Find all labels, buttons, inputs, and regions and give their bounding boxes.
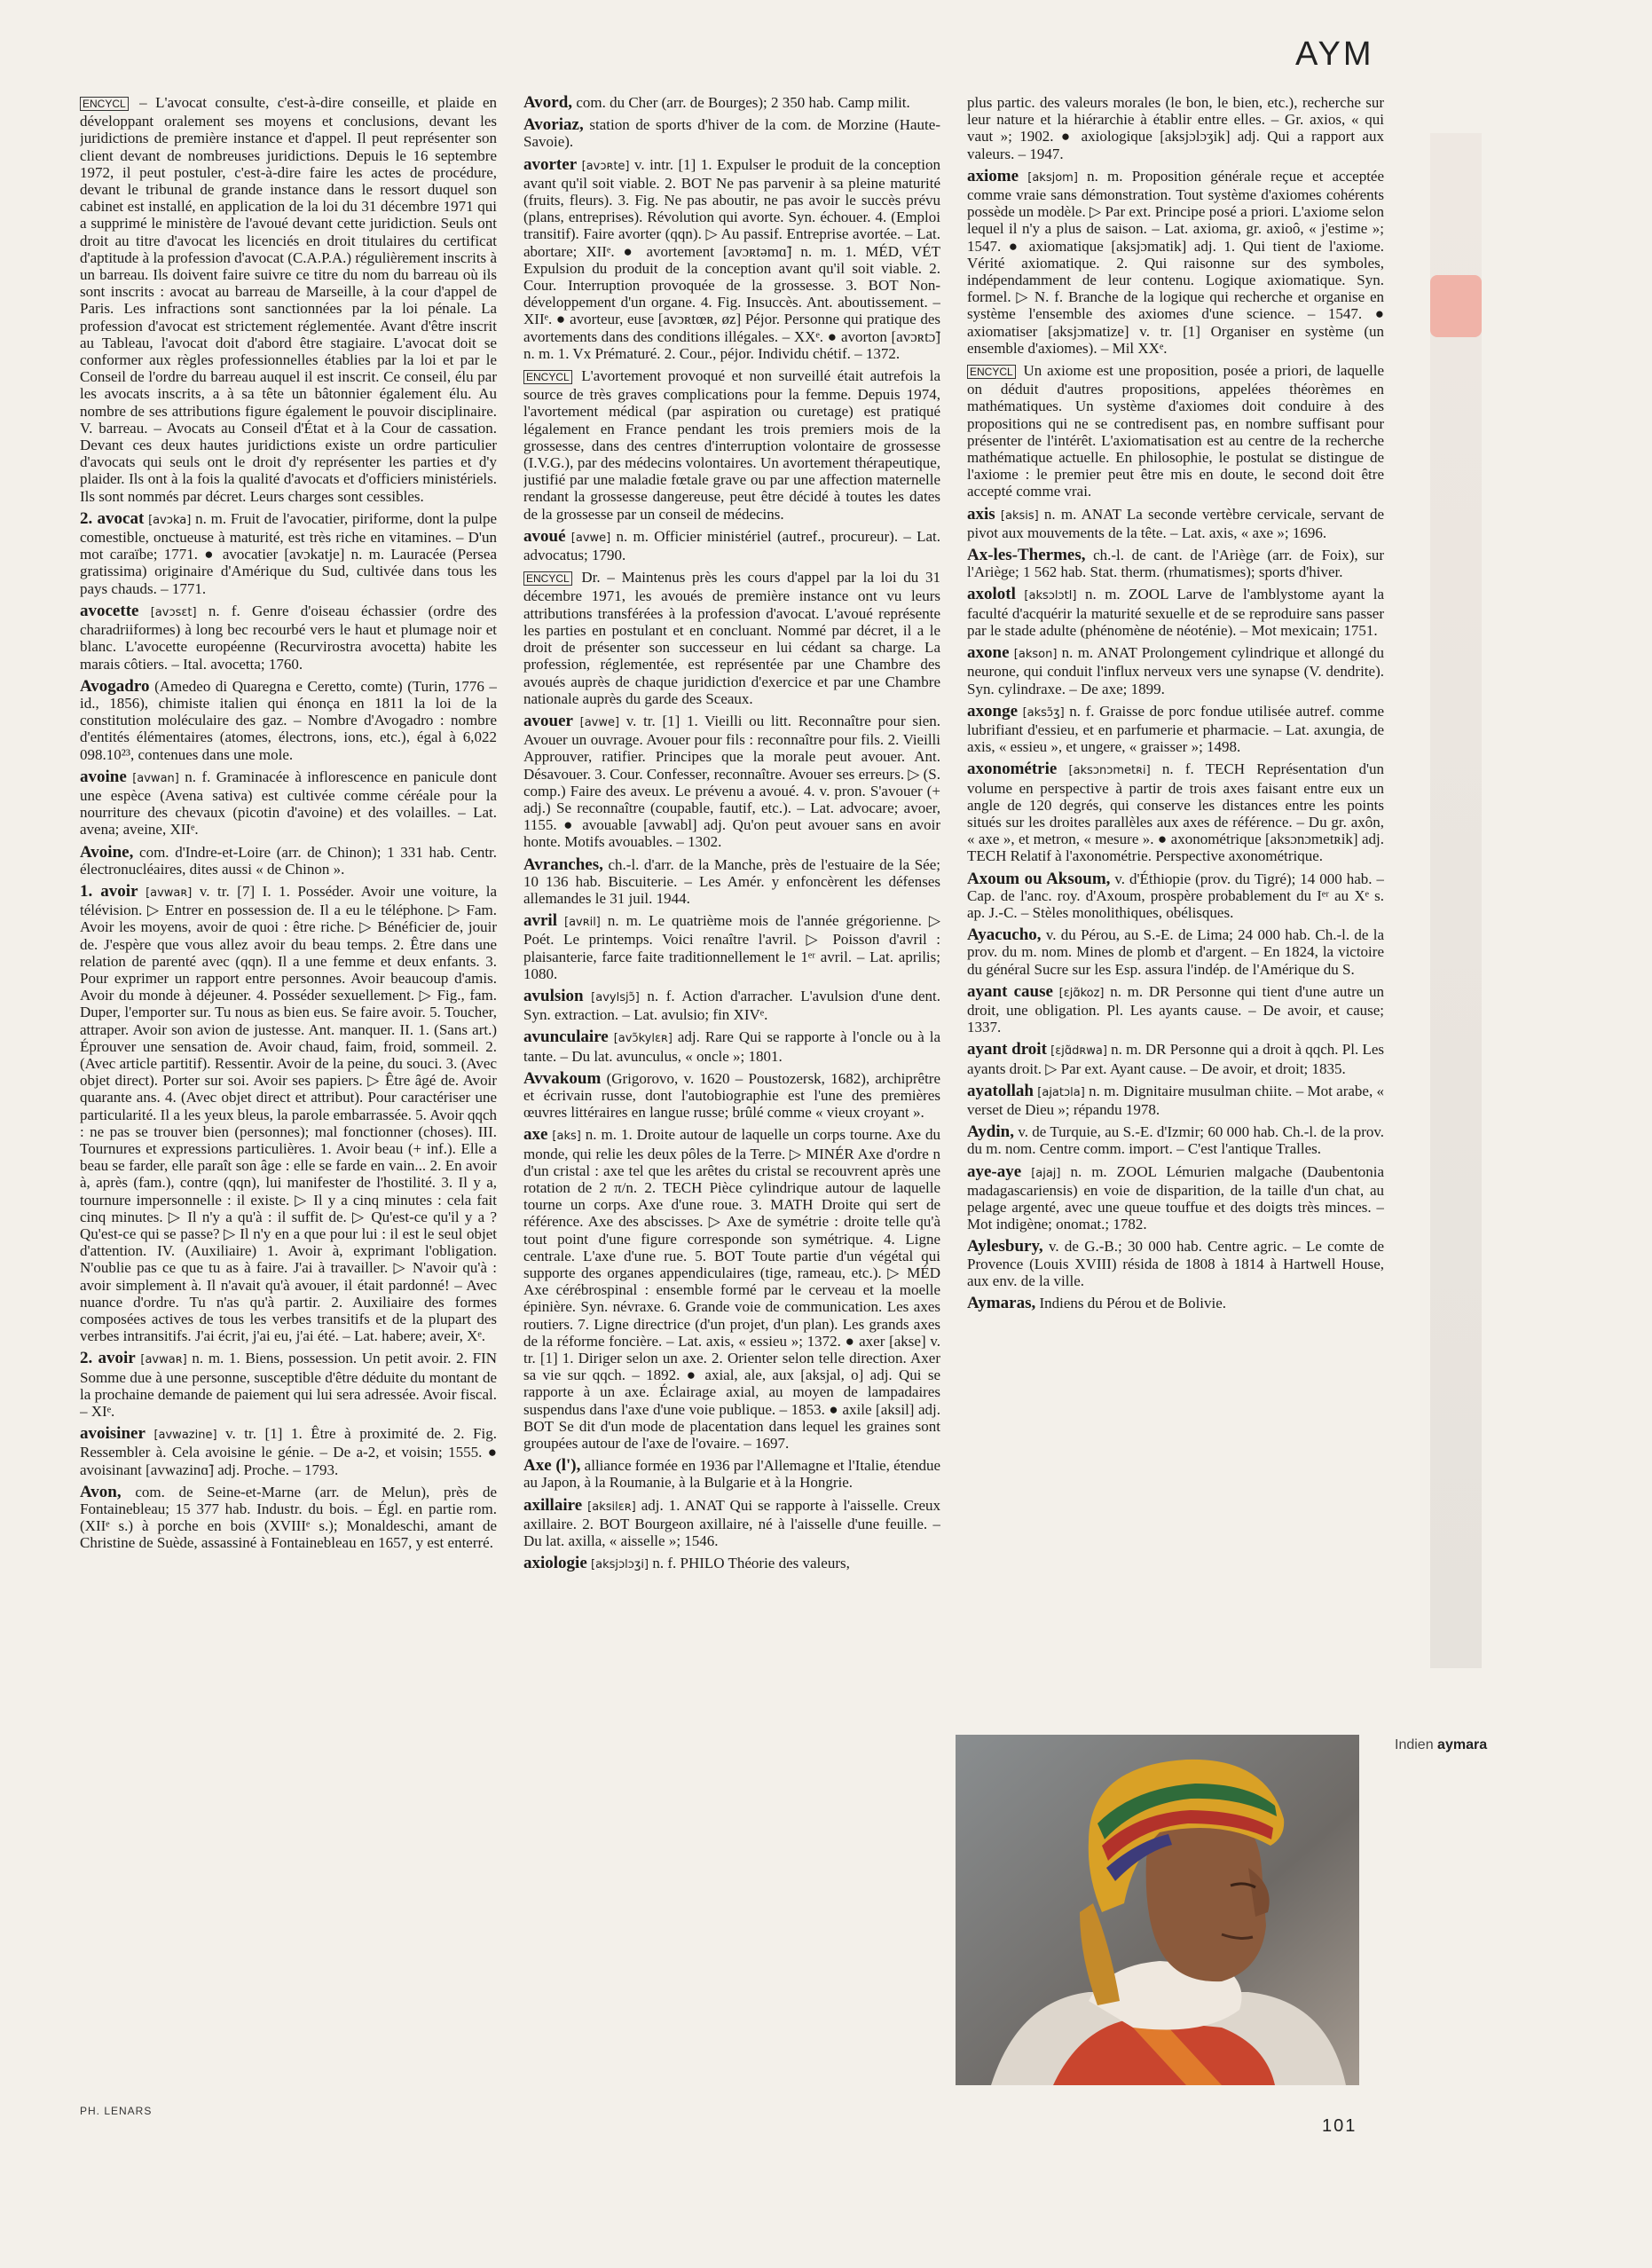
dictionary-entry	[523, 713, 940, 851]
definition-text: v. de G.-B.; 30 000 hab. Centre agric. – Le comte de Provence (Louis XVIII) résida de 1808 à 1814 à Hartwell House, aux env. de la ville.	[967, 1238, 1384, 1289]
definition-text: com. d'Indre-et-Loire (arr. de Chinon); 1 331 hab. Centr. électronucléaires, dites aussi « de Chinon ».	[80, 843, 497, 878]
pronunciation: [avwaʀ]	[140, 1353, 187, 1367]
dictionary-entry	[967, 586, 1384, 639]
headword: ayatollah	[967, 1081, 1034, 1100]
headword: axillaire	[523, 1495, 583, 1515]
dictionary-entry	[523, 1457, 940, 1491]
dictionary-entry	[80, 602, 497, 673]
pronunciation: [avwaʀ]	[146, 886, 193, 900]
pronunciation: [aksis]	[1000, 508, 1039, 523]
definition-text: n. m. Dignitaire musulman chiite. – Mot arabe, « verset de Dieu »; répandu 1978.	[967, 1082, 1384, 1118]
definition-text: n. m. Le quatrième mois de l'année grégorienne. ▷ Poét. Le printemps. Voici renaître l'avril. ▷ Poisson d'avril : plaisanterie, farce faite traditionnellement le 1ᵉʳ avril. – Lat. aprilis; 1080.	[523, 912, 940, 982]
definition-text: n. f. Genre d'oiseau échassier (ordre des charadriiformes) à long bec recourbé vers le haut et plumage noir et blanc. L'avocette européenne (Recurvirostra avocetta) habite les marais côtiers. – Ital. avocetta; 1760.	[80, 602, 497, 673]
dictionary-entry	[80, 1425, 497, 1478]
dictionary-entry	[967, 644, 1384, 697]
headword: 1. avoir	[80, 881, 138, 901]
headword: axe	[523, 1125, 548, 1145]
headword: avoisiner	[80, 1424, 146, 1444]
definition-text: com. du Cher (arr. de Bourges); 2 350 hab. Camp milit.	[576, 94, 910, 111]
definition-text: n. m. ZOOL Larve de l'amblystome ayant la faculté d'acquérir la maturité sexuelle et de se reproduire sans passer par le stade adulte (phénomène de néoténie). – Mot mexicain; 1751.	[967, 586, 1384, 639]
headword: avouer	[523, 711, 573, 730]
pronunciation: [aksɔlɔtl]	[1024, 589, 1077, 603]
running-head: AYM	[1295, 35, 1374, 73]
definition-text: adj. Rare Qui se rapporte à l'oncle ou à la tante. – Du lat. avunculus, « oncle »; 1801.	[523, 1028, 940, 1065]
definition-text: adj. 1. ANAT Qui se rapporte à l'aisselle. Creux axillaire. 2. BOT Bourgeon axillaire, né à l'aisselle d'une feuille. – Du lat. axilla, « aisselle »; 1546.	[523, 1496, 940, 1550]
definition-text: Indiens du Pérou et de Bolivie.	[1039, 1295, 1227, 1311]
encyclopedic-tag: ENCYCL	[523, 370, 572, 384]
pronunciation: [aksilɛʀ]	[587, 1500, 636, 1514]
headword: 2. avocat	[80, 508, 145, 528]
headword: axolotl	[967, 585, 1016, 604]
dictionary-column-3	[967, 94, 1384, 1727]
headword: Avon,	[80, 1482, 122, 1501]
definition-text: com. de Seine-et-Marne (arr. de Melun), près de Fontainebleau; 15 377 hab. Industr. du bois. – Égl. en partie rom. (XIIᵉ s.) à porche en bois (XVIIIᵉ s.); Monaldeschi, amant de Christine de Suède, assassiné à Fontainebleau en 1657, y est enterré.	[80, 1483, 497, 1552]
headword: Avoine,	[80, 842, 134, 862]
caption-prefix: Indien	[1395, 1737, 1434, 1752]
dictionary-entry	[80, 883, 497, 1344]
definition-text: n. f. Action d'arracher. L'avulsion d'une dent. Syn. extraction. – Lat. avulsio; fin XIVᵉ.	[523, 987, 940, 1024]
dictionary-entry	[523, 367, 940, 523]
headword: Aylesbury,	[967, 1237, 1043, 1256]
definition-text: n. m. ANAT La seconde vertèbre cervicale, servant de pivot aux mouvements de la tête. – Lat. axis, « axe »; 1696.	[967, 505, 1384, 541]
definition-text: n. m. Officier ministériel (autref., procureur). – Lat. advocatus; 1790.	[523, 527, 940, 564]
dictionary-entry	[967, 1295, 1384, 1311]
pronunciation: [ajatɔla]	[1037, 1085, 1085, 1099]
definition-text: n. m. Proposition générale reçue et acceptée comme vraie sans démonstration. Tout système d'axiomes cohérents possède un modèle. ▷ Par ext. Principe posé a priori. L'axiome selon lequel il n'y a plus de saison. – Lat. axioma, gr. axioô, « j'estime »; 1547. ● axiomatique [aksjɔmatik] adj. 1. Qui tient de l'axiome. Vérité axiomatique. 2. Qui raisonne sur des symboles, indépendamment de leur contenu. Logique axiomatique. Syn. formel. ▷ N. f. Branche de la logique qui recherche et organise en système l'ensemble des axiomes d'une science. – 1547. ● axiomatiser [aksjɔmatize] v. tr. [1] Organiser en système (un ensemble d'axiomes). – Mil XXᵉ.	[967, 167, 1384, 357]
dictionary-entry	[523, 988, 940, 1023]
headword: Avvakoum	[523, 1068, 602, 1088]
pronunciation: [ajaj]	[1031, 1166, 1061, 1180]
headword: Ax-les-Thermes,	[967, 546, 1086, 565]
definition-text: v. tr. [1] 1. Vieilli ou litt. Reconnaître pour sien. Avouer un ouvrage. Avouer pour fils : reconnaître pour fils. 2. Vieilli Approuver, ratifier. Principes que la morale peut avouer. Ant. Désavouer. 3. Cour. Confesser, reconnaître. Avouer ses erreurs. ▷ (S. comp.) Faire des aveux. Le prévenu a avoué. 4. v. pron. S'avouer (+ adj.) Se reconnaître (coupable, fautif, etc.). – Lat. advocare; avoer, 1155. ● avouable [avwabl] adj. Qu'on peut avouer sans en avoir honte. Motifs avouables. – 1302.	[523, 712, 940, 851]
headword: avoué	[523, 526, 566, 546]
definition-text: (Grigorovo, v. 1620 – Poustozersk, 1682), archiprêtre et écrivain russe, dont l'autobiographie est l'une des premières œuvres littéraires en langue russe; brûlé comme « vieux croyant ».	[523, 1069, 940, 1122]
dictionary-entry	[967, 983, 1384, 1036]
headword: Axoum ou Aksoum,	[967, 869, 1111, 888]
pronunciation: [avwe]	[579, 715, 620, 729]
pronunciation: [aks]	[552, 1130, 581, 1144]
definition-text: n. m. DR Personne qui a droit à qqch. Pl. Les ayants droit. ▷ Par ext. Ayant cause. – De avoir, et droit; 1835.	[967, 1041, 1384, 1077]
dictionary-entry	[967, 703, 1384, 756]
headword: axiome	[967, 166, 1019, 185]
dictionary-column-1	[80, 94, 497, 2091]
definition-text: n. f. Graminacée à inflorescence en panicule dont une espèce (Avena sativa) est cultivée comme céréale pour la nourriture des chevaux (picotin d'avoine) et des volailles. – Lat. avena; aveine, XIIᵉ.	[80, 768, 497, 839]
pronunciation: [ɛjɑ̃dʀwa]	[1050, 1044, 1107, 1059]
pronunciation: [akson]	[1013, 648, 1058, 662]
headword: axiologie	[523, 1554, 587, 1573]
headword: 2. avoir	[80, 1349, 136, 1368]
headword: Avoriaz,	[523, 115, 584, 135]
headword: axis	[967, 504, 995, 524]
dictionary-entry	[523, 1070, 940, 1122]
dictionary-entry	[967, 926, 1384, 978]
dictionary-entry	[967, 94, 1384, 162]
definition-text: n. m. Fruit de l'avocatier, piriforme, dont la pulpe comestible, onctueuse à maturité, est très riche en vitamines. – D'un mot caraïbe; 1771. ● avocatier [avɔkatje] n. m. Lauracée (Persea gratissima) originaire d'Amérique du Sud, cultivée dans tous les pays chauds. – 1771.	[80, 509, 497, 597]
definition-text: L'avortement provoqué et non surveillé était autrefois la source de très graves complications pour la femme. Depuis 1974, l'avortement médical (par aspiration ou curetage) est pratiqué légalement en France pendant les trois premiers mois de la grossesse, dans des centres d'interruption volontaire de grossesse (I.V.G.), par des médecins volontaires. Un avortement thérapeutique, justifié par une maladie fœtale grave ou par une affection maternelle rendant la grossesse dangereuse, peut être décidé à toutes les dates de la grossesse par un conseil de médecins.	[523, 367, 940, 523]
pronunciation: [aksjɔlɔʒi]	[591, 1558, 649, 1572]
aymara-portrait-photo	[956, 1735, 1359, 2085]
dictionary-entry	[80, 844, 497, 878]
portrait-illustration	[956, 1735, 1359, 2085]
definition-text: v. du Pérou, au S.-E. de Lima; 24 000 hab. Ch.-l. de la prov. du m. nom. Mines de plomb et d'argent. – En 1824, la victoire du général Sucre sur les Esp. assura l'indép. de l'Amérique du S.	[967, 926, 1384, 978]
headword: avorter	[523, 154, 578, 174]
dictionary-entry	[967, 1238, 1384, 1289]
photo-credit: PH. LENARS	[80, 2105, 153, 2117]
pronunciation: [avɔka]	[148, 513, 192, 527]
headword: axonométrie	[967, 760, 1058, 779]
dictionary-entry	[523, 528, 940, 563]
dictionary-entry	[523, 1126, 940, 1452]
definition-text: n. m. ZOOL Lémurien malgache (Daubentonia madagascariensis) en voie de disparition, de la taille d'un chat, au pelage argenté, avec une queue touffue et des doigts très minces. – Mot indigène; onomat.; 1782.	[967, 1162, 1384, 1233]
definition-text: ch.-l. d'arr. de la Manche, près de l'estuaire de la Sée; 10 136 hab. Biscuiterie. – Les Amér. y enfoncèrent les défenses allemandes le 31 juil. 1944.	[523, 855, 940, 907]
definition-text: n. m. 1. Droite autour de laquelle un corps tourne. Axe du monde, qui relie les deux pôles de la Terre. ▷ MINÉR Axe d'ordre n d'un cristal : axe tel que les arêtes du cristal se recouvrent après une rotation de 2 π/n. 2. TECH Pièce cylindrique autour de laquelle tourne un corps. Axe d'une roue. 3. MATH Droite qui sert de référence. Axe des abscisses. ▷ Axe de symétrie : droite telle qu'à tout point d'une figure corresponde son symétrique. 4. Ligne centrale. L'axe d'une rue. 5. BOT Toute partie d'un végétal qui supporte des organes appendiculaires (tige, rameau, etc.). ▷ MÉD Axe cérébrospinal : ensemble formé par le cerveau et la moelle épinière. Syn. névraxe. 6. Grande voie de communication. Les axes routiers. 7. Ligne directrice (d'un projet, d'un plan). Les grands axes de la réforme foncière. – Lat. axis, « essieu »; 1372. ● axer [akse] v. tr. [1] 1. Diriger selon un axe. 2. Orienter selon telle direction. Axer sa vie sur qqch. – 1892. ● axial, ale, aux [aksjal, o] adj. Qui se rapporte à un axe. Éclairage axial, au moyen de lampadaires suspendus dans l'axe d'une voie publique. – 1853. ● axile [aksil] adj. BOT Se dit d'un mode de placentation dans lequel les graines sont groupées autour de l'axe de l'ovaire. – 1697.	[523, 1126, 940, 1453]
dictionary-entry	[967, 870, 1384, 922]
definition-text: n. m. 1. Biens, possession. Un petit avoir. 2. FIN Somme due à une personne, susceptible d'être déduite du montant de la prochaine demande de paiement qui lui sera adressée. Avoir fiscal. – XIᵉ.	[80, 1350, 497, 1421]
headword: Axe (l'),	[523, 1456, 581, 1476]
definition-text: v. de Turquie, au S.-E. d'Izmir; 60 000 hab. Ch.-l. de la prov. du m. nom. Centre comm. import. – C'est l'antique Tralles.	[967, 1123, 1384, 1158]
pronunciation: [avɔsɛt]	[150, 605, 197, 619]
headword: axone	[967, 643, 1010, 663]
headword: Avranches,	[523, 854, 603, 874]
encyclopedic-tag: ENCYCL	[523, 571, 572, 586]
dictionary-entry	[523, 116, 940, 150]
definition-text: station de sports d'hiver de la com. de Morzine (Haute-Savoie).	[523, 116, 940, 151]
definition-text: v. tr. [7] I. 1. Posséder. Avoir une voiture, la télévision. ▷ Entrer en possession de. Il a eu le téléphone. ▷ Fam. Avoir les moyens, avoir de quoi : être riche. ▷ Bénéficier de, jouir de. J'espère que vous allez avoir du beau temps. 2. Être dans une relation de parenté avec (qqn). Il a une femme et deux enfants. 3. Pour exprimer un rapport entre personnes. Avoir beaucoup d'amis. Avoir du monde à déjeuner. 4. Posséder sexuellement. ▷ Fig., fam. Duper, l'emporter sur. Tu nous as bien eus. Se faire avoir. 5. Toucher, attraper. Avoir son avion de justesse. Ant. manquer. II. 1. (Sans art.) Éprouver une sensation de. Avoir chaud, faim, froid, sommeil. 2. (Avec article partitif). Ressentir. Avoir de la peine, du souci. 3. (Avec objet direct). Porter sur soi. Avoir ses papiers. ▷ Être âgé de. Avoir quarante ans. 4. (Avec objet direct et attribut). Pour caractériser une particularité. Il a les yeux bleus, la parole embarrassée. 5. Avoir qqch : ne pas se trouver bien (personnes); mal fonctionner (choses). III. Tournures et expressions particulières. 1. Avoir beau (+ inf.). Elle a beau se farder, elle paraît son âge : elle se farde en vain... 2. En avoir à, après (fam.), contre (qqn), lui manifester de l'hostilité. 3. Il y a, tournure impersonnelle : il existe. ▷ Il y a cinq minutes : cela fait cinq minutes. ▷ Il n'y a qu'à : il suffit de. ▷ Qu'est-ce qu'il y a ? Qu'est-ce qui se passe? ▷ Il n'y en a que pour lui : il est le seul objet d'attention. IV. (Auxiliaire) 1. Avoir à, exprimant l'obligation. N'oublie pas ce que tu as à faire. J'ai à travailler. ▷ N'avoir qu'à : avoir simplement à. Il n'avait qu'à avouer, il était pardonné! – Avec nuance d'ordre. Tu n'as qu'à partir. 2. Auxiliaire des formes composées actives de tous les verbes transitifs et de la plupart des verbes intransitifs. J'ai écrit, j'ai eu, j'ai été. – Lat. habere; aveir, Xᵉ.	[80, 882, 497, 1345]
definition-text: n. m. ANAT Prolongement cylindrique et allongé du neurone, qui conduit l'influx nerveux vers une synapse (V. dendrite). Syn. cylindraxe. – De axe; 1899.	[967, 644, 1384, 697]
headword: aye-aye	[967, 1162, 1022, 1181]
headword: Avord,	[523, 94, 573, 112]
definition-text: n. f. TECH Représentation d'un volume en perspective à partir de trois axes faisant entre eux un angle de 120 degrés, qui conserve les distances entre les points situés sur les droites parallèles aux axes de référence. – Du gr. axôn, « axe », et metron, « mesure ». ● axonométrique [aksɔnɔmetʀik] adj. TECH Relatif à l'axonométrie. Perspective axonométrique.	[967, 760, 1384, 865]
definition-text: Un axiome est une proposition, posée a priori, de laquelle on déduit d'autres propositions, appelées théorèmes en mathématiques. Un système d'axiomes doit conduire à des propositions qui ne se contredisent pas, en nombre suffisant pour présenter de l'intérêt. L'axiomatisation est au centre de la recherche mathématique actuelle. En philosophie, le postulat se distingue de l'axiome : le premier peut être mis en doute, le second doit être accepté comme vrai.	[967, 362, 1384, 500]
dictionary-entry	[967, 362, 1384, 500]
dictionary-entry	[523, 1028, 940, 1064]
dictionary-entry	[967, 1083, 1384, 1118]
headword: Avogadro	[80, 676, 150, 696]
definition-text: Dr. – Maintenus près les cours d'appel par la loi du 31 décembre 1971, les avoués de première instance ont vu leurs attributions transférées à la profession d'avocat. L'avoué représente les parties en postulant et en concluant. Nommé par décret, il a le droit de présenter son successeur en lui cédant sa charge. La profession, réglementée, est représentée par une Chambre des avoués auprès de chaque juridiction d'exercice et par une Chambre nationale auprès du garde des Sceaux.	[523, 569, 940, 707]
headword: ayant cause	[967, 981, 1053, 1001]
dictionary-column-2	[523, 94, 940, 2099]
headword: Aydin,	[967, 1122, 1014, 1142]
encyclopedic-tag: ENCYCL	[80, 97, 129, 111]
pronunciation: [avɔ̃kylɛʀ]	[613, 1032, 673, 1046]
definition-text: n. m. DR Personne qui tient d'une autre un droit, une obligation. Pl. Les ayants cause. – De avoir, et cause; 1337.	[967, 982, 1384, 1036]
encyclopedic-tag: ENCYCL	[967, 365, 1016, 379]
dictionary-entry	[523, 1497, 940, 1550]
headword: ayant droit	[967, 1040, 1047, 1059]
dictionary-entry	[967, 760, 1384, 864]
adjacent-page-color-patch	[1430, 275, 1482, 337]
caption-word: aymara	[1437, 1737, 1488, 1752]
definition-text: – L'avocat consulte, c'est-à-dire conseille, et plaide en développant oralement ses moyens et conclusions, devant les juridictions de première instance et d'appel. Il peut représenter son client devant de nombreuses juridictions. Depuis le 16 septembre 1972, il peut postuler, c'est-à-dire faire les actes de procédure, devant le tribunal de grande instance dans le ressort duquel son cabinet est installé, en application de la loi du 31 décembre 1971 qui a supprimé le ministère de l'avoué devant cette juridiction. Seuls ont droit au titre d'avocat les licenciés en droit titulaires du certificat d'aptitude à la profession d'avocat (C.A.P.A.) régulièrement inscrits à un barreau. Ils doivent faire suivre ce titre du nom du barreau où ils sont inscrits : avocat au barreau de Marseille, à la cour d'appel de Paris. Les infractions sont sanctionnées par la loi pénale. La profession d'avocat est strictement réglementée. Avant d'être inscrit au Tableau, l'avocat doit d'abord être stagiaire. L'avocat doit se conformer aux règles professionnelles établies par la loi et par le Conseil de l'ordre du barreau auquel il est inscrit. Ce conseil, élu par les avocats inscrits, a à sa tête un bâtonnier également élu. Au nombre de ses attributions figure également le pouvoir disciplinaire. V. barreau. – Avocats au Conseil d'État et à la Cour de cassation. Devant ces deux hautes juridictions existe un ordre particulier d'avocats qui seuls ont le droit d'y représenter les parties et d'y plaider. Ils ont à la fois la qualité d'avocats et d'officiers ministériels. Ils sont nommés par décret. Leurs charges sont cessibles.	[80, 94, 497, 505]
dictionary-entry	[523, 1555, 940, 1573]
dictionary-entry	[80, 768, 497, 839]
definition-text: n. f. Graisse de porc fondue utilisée autref. comme lubrifiant d'essieu, et en parfumerie et pharmacie. – Lat. axungia, de axis, « essieu », et ungere, « graisser »; 1498.	[967, 702, 1384, 756]
headword: avoine	[80, 767, 127, 786]
pronunciation: [ɛjɑ̃koz]	[1058, 986, 1105, 1000]
pronunciation: [avɔʀte]	[581, 159, 630, 173]
dictionary-entry	[523, 912, 940, 982]
headword: Ayacucho,	[967, 925, 1042, 945]
adjacent-page-edge	[1430, 133, 1482, 1668]
pronunciation: [aksjom]	[1027, 170, 1078, 185]
dictionary-entry	[80, 1350, 497, 1420]
headword: Aymaras,	[967, 1294, 1036, 1312]
photo-caption	[1395, 1737, 1487, 1753]
dictionary-entry	[523, 156, 940, 362]
headword: avunculaire	[523, 1028, 609, 1047]
dictionary-entry	[80, 94, 497, 505]
headword: axonge	[967, 701, 1018, 721]
dictionary-entry	[967, 1123, 1384, 1157]
definition-text: v. intr. [1] 1. Expulser le produit de la conception avant qu'il soit viable. 2. BOT Ne pas parvenir à sa pleine maturité (fruits, fleurs). 3. Fig. Ne pas aboutir, ne pas avoir le succès prévu (plans, entreprises). Révolution qui avorte. Syn. échouer. 4. (Emploi transitif). Faire avorter (qqn). ▷ Au passif. Entreprise avortée. – Lat. abortare; XIIᵉ. ● avortement [avɔʀtəmɑ̃] n. m. 1. MÉD, VÉT Expulsion du produit de la conception avant qu'il soit viable. 2. Cour. Interruption provoquée de la grossesse. 3. BOT Non-développement d'un organe. 4. Fig. Insuccès. Ant. aboutissement. – XIIᵉ. ● avorteur, euse [avɔʀtœʀ, øz] Péjor. Personne qui pratique des avortements dans des conditions illégales. – XXᵉ. ● avorton [avɔʀtɔ̃] n. m. 1. Vx Prématuré. 2. Cour., péjor. Individu chétif. – 1372.	[523, 155, 940, 362]
definition-text: alliance formée en 1936 par l'Allemagne et l'Italie, étendue au Japon, à la Roumanie, à la Bulgarie et à la Hongrie.	[523, 1457, 940, 1492]
dictionary-entry	[80, 510, 497, 597]
dictionary-entry	[967, 168, 1384, 357]
definition-text: ch.-l. de cant. de l'Ariège (arr. de Foix), sur l'Ariège; 1 562 hab. Stat. therm. (rhumatismes); sports d'hiver.	[967, 547, 1384, 581]
dictionary-entry	[80, 1484, 497, 1552]
headword: avocette	[80, 601, 139, 620]
headword: avril	[523, 911, 557, 931]
dictionary-entry	[967, 1041, 1384, 1076]
page-number: 101	[1322, 2116, 1357, 2136]
pronunciation: [aksɔnɔmetʀi]	[1068, 764, 1151, 778]
headword: avulsion	[523, 986, 584, 1005]
dictionary-entry	[967, 1163, 1384, 1233]
dictionary-entry	[967, 506, 1384, 541]
definition-text: plus partic. des valeurs morales (le bon, le bien, etc.), recherche sur leur nature et la hiérarchie à établir entre elles. – Gr. axios, « qui vaut »; 1902. ● axiologique [aksjɔlɔʒik] adj. Qui a rapport aux valeurs. – 1947.	[967, 94, 1384, 162]
dictionary-entry	[523, 569, 940, 707]
pronunciation: [aksɔ̃ʒ]	[1022, 705, 1065, 720]
dictionary-entry	[80, 678, 497, 763]
definition-text: v. tr. [1] 1. Être à proximité de. 2. Fig. Ressembler à. Cela avoisine le génie. – De a-2, et voisin; 1555. ● avoisinant [avwazinɑ̃] adj. Proche. – 1793.	[80, 1425, 497, 1478]
pronunciation: [avwe]	[570, 531, 611, 545]
definition-text: (Amedeo di Quaregna e Ceretto, comte) (Turin, 1776 – id., 1856), chimiste italien qui énonça en 1811 la loi de la constitution moléculaire des gaz. – Nombre d'Avogadro : nombre d'entités élémentaires (atomes, électrons, ions, etc.), égal à 6,022 098.10²³, contenues dans une mole.	[80, 677, 497, 763]
dictionary-entry	[523, 856, 940, 908]
definition-text: n. f. PHILO Théorie des valeurs,	[652, 1555, 850, 1572]
pronunciation: [avylsjɔ̃]	[591, 990, 640, 1004]
definition-text: v. d'Éthiopie (prov. du Tigré); 14 000 hab. – Cap. de l'anc. roy. d'Axoum, prospère probablement du Iᵉʳ au Xᵉ s. ap. J.-C. – Stèles monolithiques, obélisques.	[967, 870, 1384, 921]
pronunciation: [avwan]	[132, 771, 179, 785]
dictionary-entry	[523, 94, 940, 111]
pronunciation: [avʀil]	[564, 916, 601, 930]
pronunciation: [avwazine]	[153, 1429, 217, 1443]
dictionary-entry	[967, 547, 1384, 580]
